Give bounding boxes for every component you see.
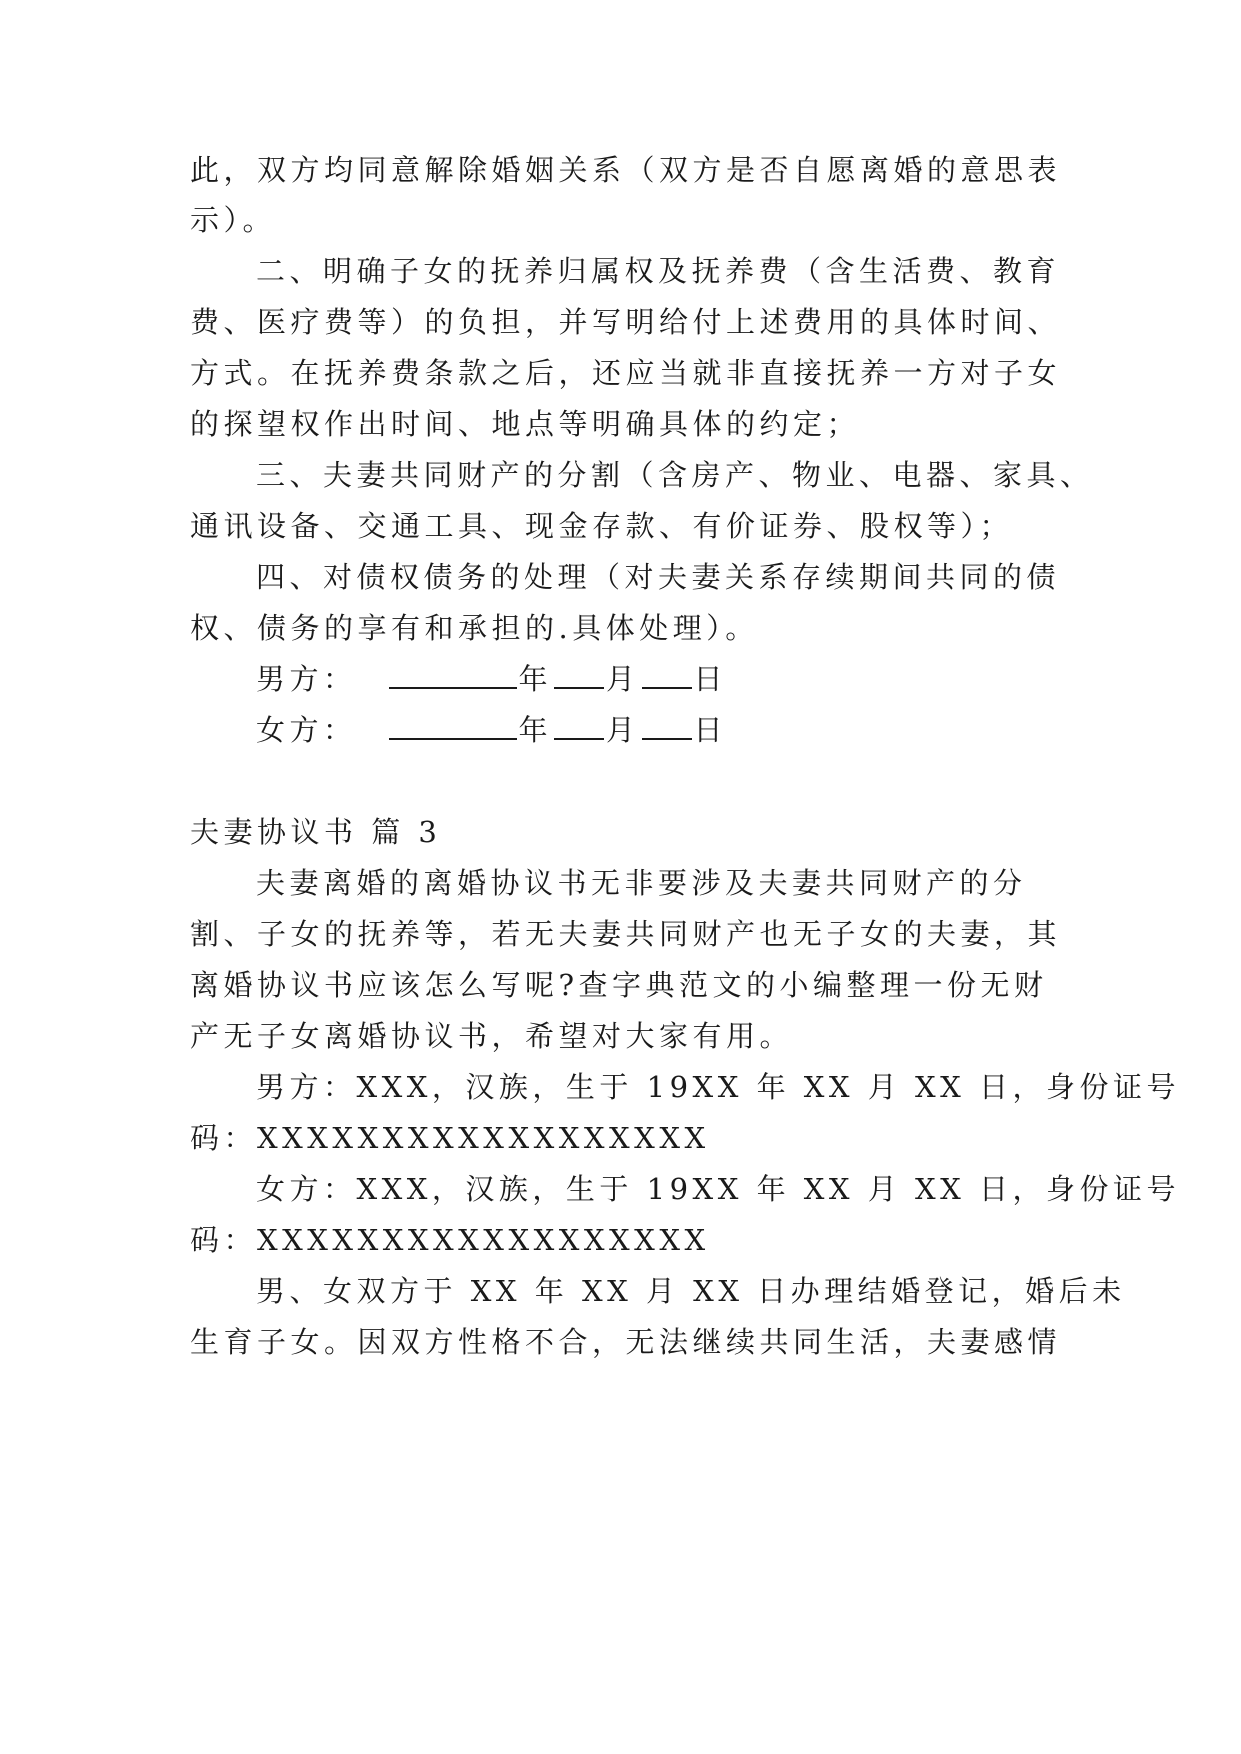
paragraph-line: 男方：XXX，汉族，生于 19XX 年 XX 月 XX 日，身份证号	[256, 1070, 1181, 1104]
signature-line-male	[256, 659, 727, 699]
paragraph-line: 三、夫妻共同财产的分割（含房产、物业、电器、家具、	[256, 458, 1094, 492]
month-label: 月	[606, 713, 640, 747]
paragraph-line: 生育子女。因双方性格不合，无法继续共同生活，夫妻感情	[190, 1325, 1062, 1359]
year-blank	[389, 710, 517, 740]
day-label: 日	[693, 713, 728, 747]
paragraph-line: 割、子女的抚养等，若无夫妻共同财产也无子女的夫妻，其	[190, 917, 1062, 951]
paragraph-line: 方式。在抚养费条款之后，还应当就非直接抚养一方对子女	[190, 356, 1062, 390]
paragraph-line: 产无子女离婚协议书，希望对大家有用。	[190, 1019, 794, 1053]
day-label: 日	[693, 662, 728, 696]
paragraph-line: 二、明确子女的抚养归属权及抚养费（含生活费、教育	[256, 254, 1061, 288]
paragraph-line: 费、医疗费等）的负担，并写明给付上述费用的具体时间、	[190, 305, 1062, 339]
paragraph-line: 码：XXXXXXXXXXXXXXXXXX	[190, 1121, 710, 1155]
signature-label: 女方：	[256, 713, 357, 747]
year-label: 年	[518, 713, 553, 747]
paragraph-line: 男、女双方于 XX 年 XX 月 XX 日办理结婚登记，婚后未	[256, 1274, 1126, 1308]
paragraph-line: 码：XXXXXXXXXXXXXXXXXX	[190, 1223, 710, 1257]
signature-line-female	[256, 710, 727, 750]
month-label: 月	[606, 662, 640, 696]
section-title: 夫妻协议书 篇 3	[190, 815, 442, 849]
paragraph-line: 此，双方均同意解除婚姻关系（双方是否自愿离婚的意思表	[190, 153, 1062, 187]
paragraph-line: 四、对债权债务的处理（对夫妻关系存续期间共同的债	[256, 560, 1061, 594]
paragraph-line: 夫妻离婚的离婚协议书无非要涉及夫妻共同财产的分	[256, 866, 1027, 900]
paragraph-line: 权、债务的享有和承担的.具体处理）。	[190, 611, 759, 645]
day-blank	[642, 659, 692, 689]
signature-label: 男方：	[256, 662, 357, 696]
month-blank	[554, 710, 604, 740]
year-blank	[389, 659, 517, 689]
month-blank	[554, 659, 604, 689]
paragraph-line: 离婚协议书应该怎么写呢?查字典范文的小编整理一份无财	[190, 968, 1048, 1002]
paragraph-line: 的探望权作出时间、地点等明确具体的约定；	[190, 407, 861, 441]
paragraph-line: 通讯设备、交通工具、现金存款、有价证券、股权等）；	[190, 509, 1014, 543]
paragraph-line: 女方：XXX，汉族，生于 19XX 年 XX 月 XX 日，身份证号	[256, 1172, 1181, 1206]
year-label: 年	[518, 662, 553, 696]
paragraph-line: 示）。	[190, 203, 277, 237]
day-blank	[642, 710, 692, 740]
